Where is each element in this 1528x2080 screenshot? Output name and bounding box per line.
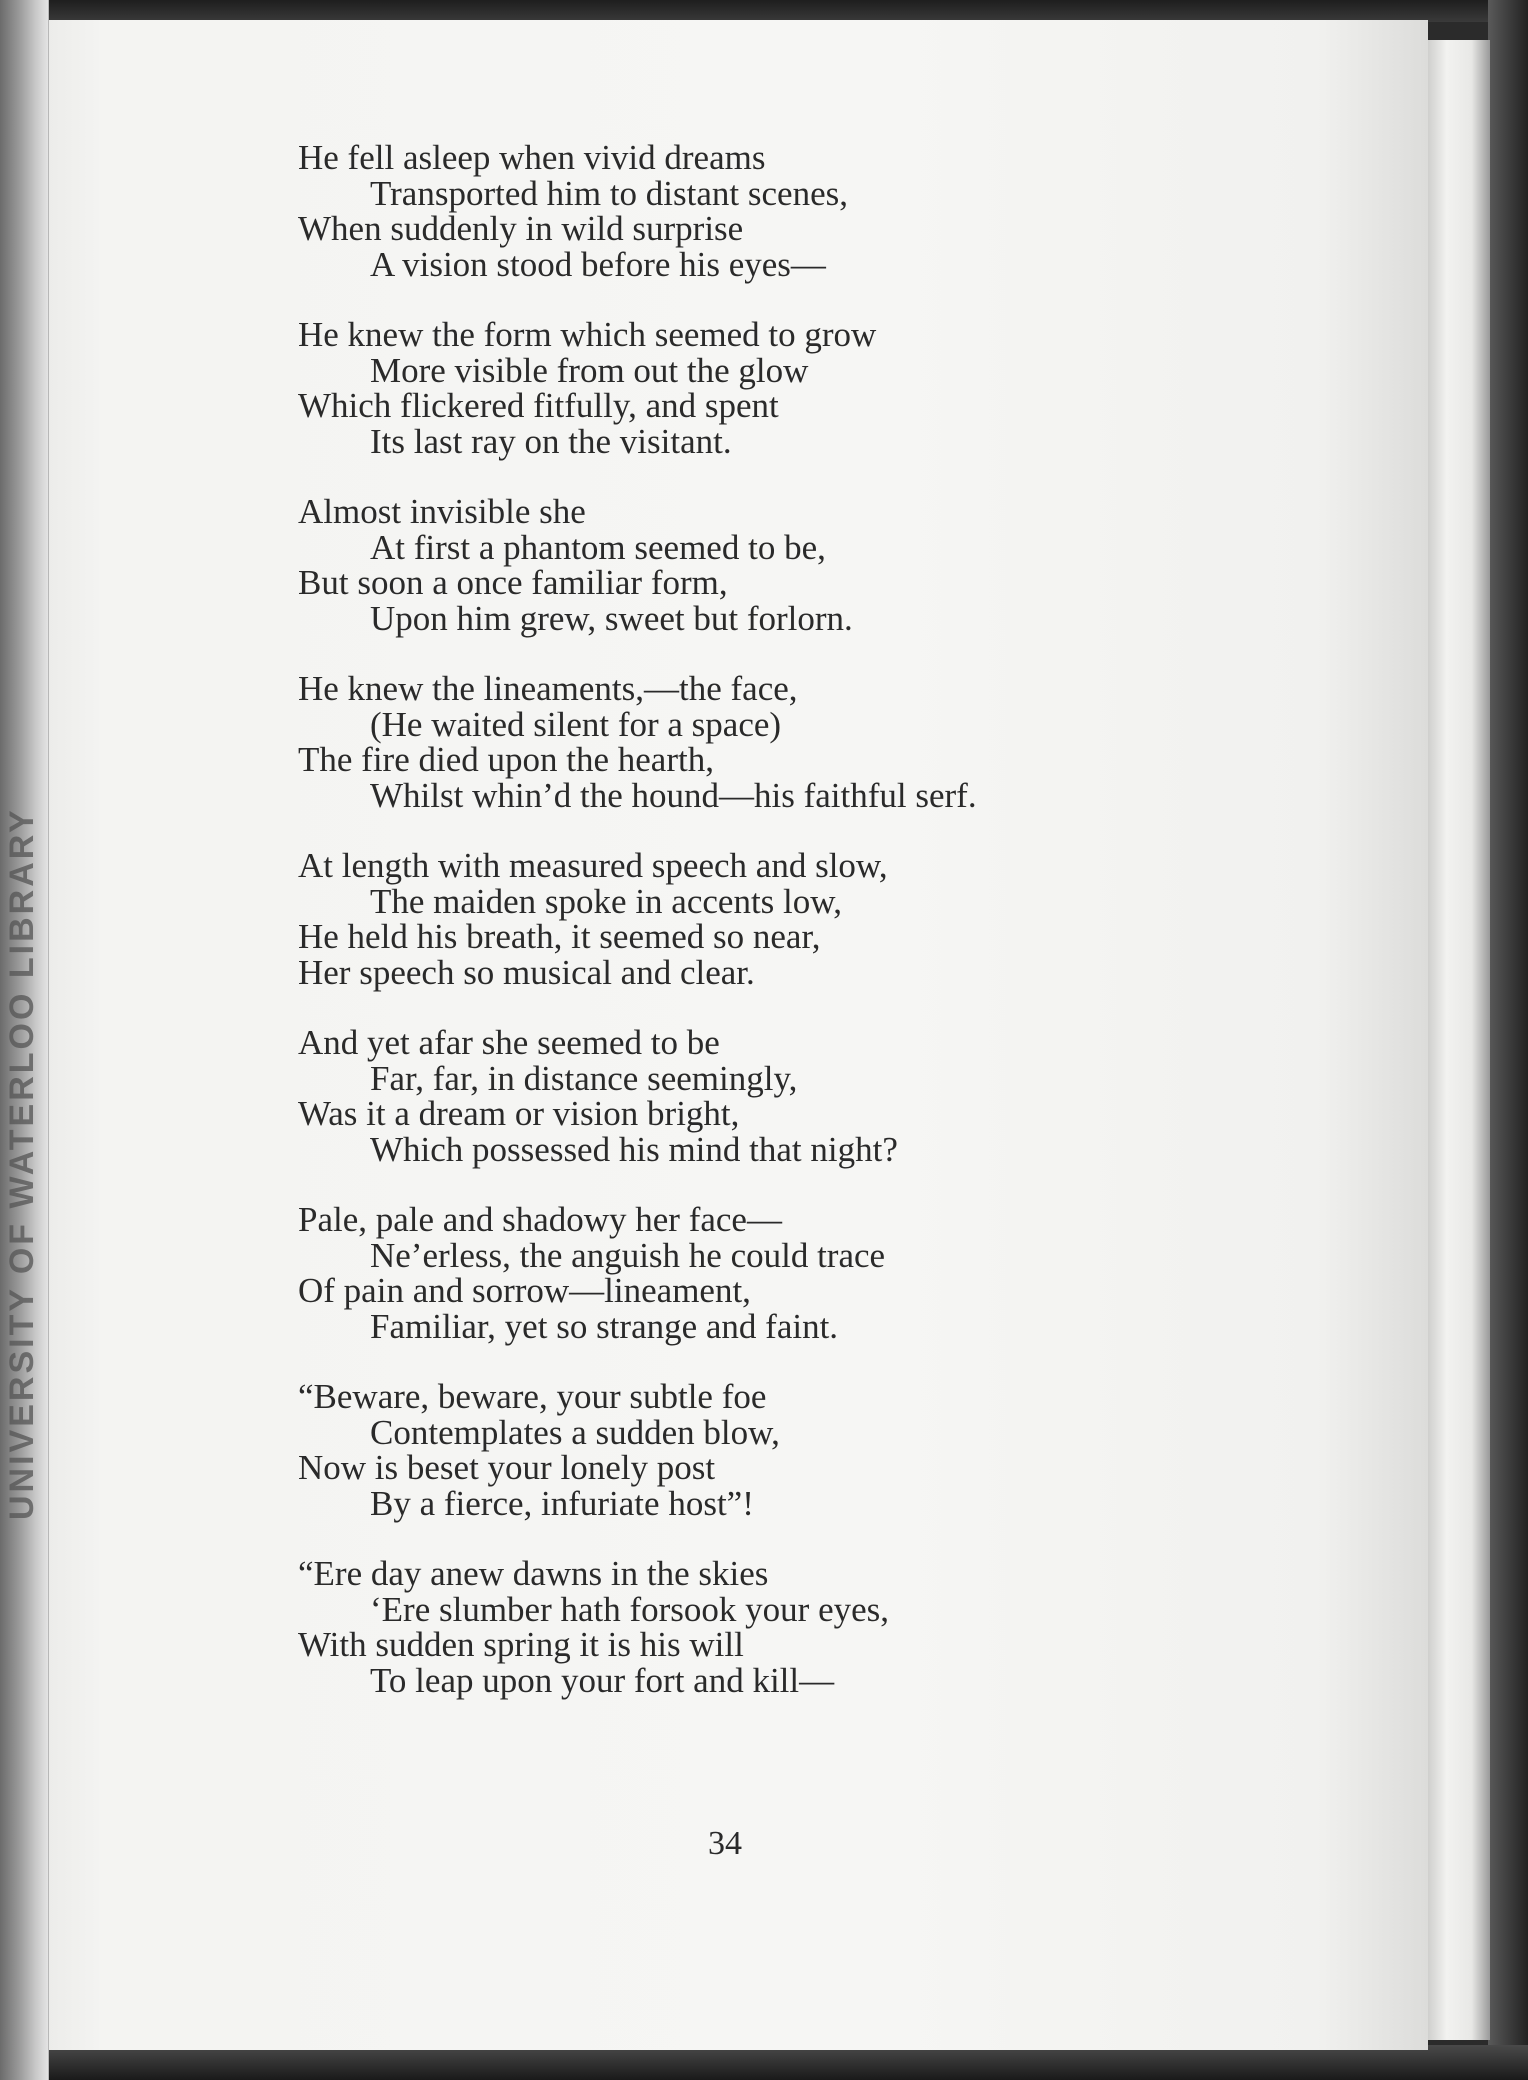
poem-line: Whilst whin’d the hound—his faithful serf.: [370, 775, 977, 815]
stanza: [298, 1556, 1398, 1698]
poem-line: Almost invisible she: [298, 492, 586, 531]
poem-line: A vision stood before his eyes—: [370, 244, 826, 284]
poem-line: Which flickered fitfully, and spent: [298, 386, 779, 425]
stanza: [298, 848, 1398, 990]
poem-line: Pale, pale and shadowy her face—: [298, 1200, 782, 1239]
poem-line: At length with measured speech and slow,: [298, 846, 888, 885]
poem-line: He fell asleep when vivid dreams: [298, 138, 766, 177]
poem-line: Was it a dream or vision bright,: [298, 1094, 740, 1133]
poem-line: Which possessed his mind that night?: [370, 1129, 898, 1169]
page-edge-shadow: [1428, 40, 1490, 2040]
stanza: [298, 1202, 1398, 1344]
poem-line: (He waited silent for a space): [370, 704, 782, 744]
poem-line: By a fierce, infuriate host”!: [370, 1483, 754, 1523]
poem-line: Transported him to distant scenes,: [370, 173, 848, 213]
poem-line: Familiar, yet so strange and faint.: [370, 1306, 839, 1346]
poem-line: Ne’erless, the anguish he could trace: [370, 1235, 886, 1275]
poem-line: ‘Ere slumber hath forsook your eyes,: [370, 1589, 890, 1629]
stanza: [298, 140, 1398, 282]
poem-line: And yet afar she seemed to be: [298, 1023, 720, 1062]
poem-line: He knew the form which seemed to grow: [298, 315, 877, 354]
poem-line: Of pain and sorrow—lineament,: [298, 1271, 751, 1310]
poem-line: He held his breath, it seemed so near,: [298, 917, 821, 956]
poem-line: Contemplates a sudden blow,: [370, 1412, 780, 1452]
poem-line: “Beware, beware, your subtle foe: [298, 1377, 767, 1416]
poem-body: [298, 140, 1398, 1733]
stanza: [298, 317, 1398, 459]
poem-line: The fire died upon the hearth,: [298, 740, 714, 779]
scan-border-right: [1488, 0, 1528, 2080]
poem-line: When suddenly in wild surprise: [298, 209, 744, 248]
poem-line: More visible from out the glow: [370, 350, 809, 390]
poem-line: Her speech so musical and clear.: [298, 952, 755, 992]
poem-line: Now is beset your lonely post: [298, 1448, 716, 1487]
poem-line: “Ere day anew dawns in the skies: [298, 1554, 769, 1593]
book-binding-edge: [0, 0, 49, 2080]
stanza: [298, 1379, 1398, 1521]
stanza: [298, 494, 1398, 636]
poem-line: Upon him grew, sweet but forlorn.: [370, 598, 853, 638]
poem-line: With sudden spring it is his will: [298, 1625, 744, 1664]
scan-border-top: [0, 0, 1528, 22]
poem-line: The maiden spoke in accents low,: [370, 881, 843, 921]
poem-line: He knew the lineaments,—the face,: [298, 669, 798, 708]
stanza: [298, 671, 1398, 813]
poem-line: Far, far, in distance seemingly,: [370, 1058, 798, 1098]
poem-line: Its last ray on the visitant.: [370, 421, 732, 461]
page-number: 34: [708, 1825, 742, 1862]
library-stamp: UNIVERSITY OF WATERLOO LIBRARY: [3, 807, 41, 1520]
poem-line: At first a phantom seemed to be,: [370, 527, 826, 567]
book-page: [48, 20, 1428, 2050]
stanza: [298, 1025, 1398, 1167]
scan-border-bottom: [0, 2045, 1528, 2080]
poem-line: To leap upon your fort and kill—: [370, 1660, 835, 1700]
poem-line: But soon a once familiar form,: [298, 563, 728, 602]
